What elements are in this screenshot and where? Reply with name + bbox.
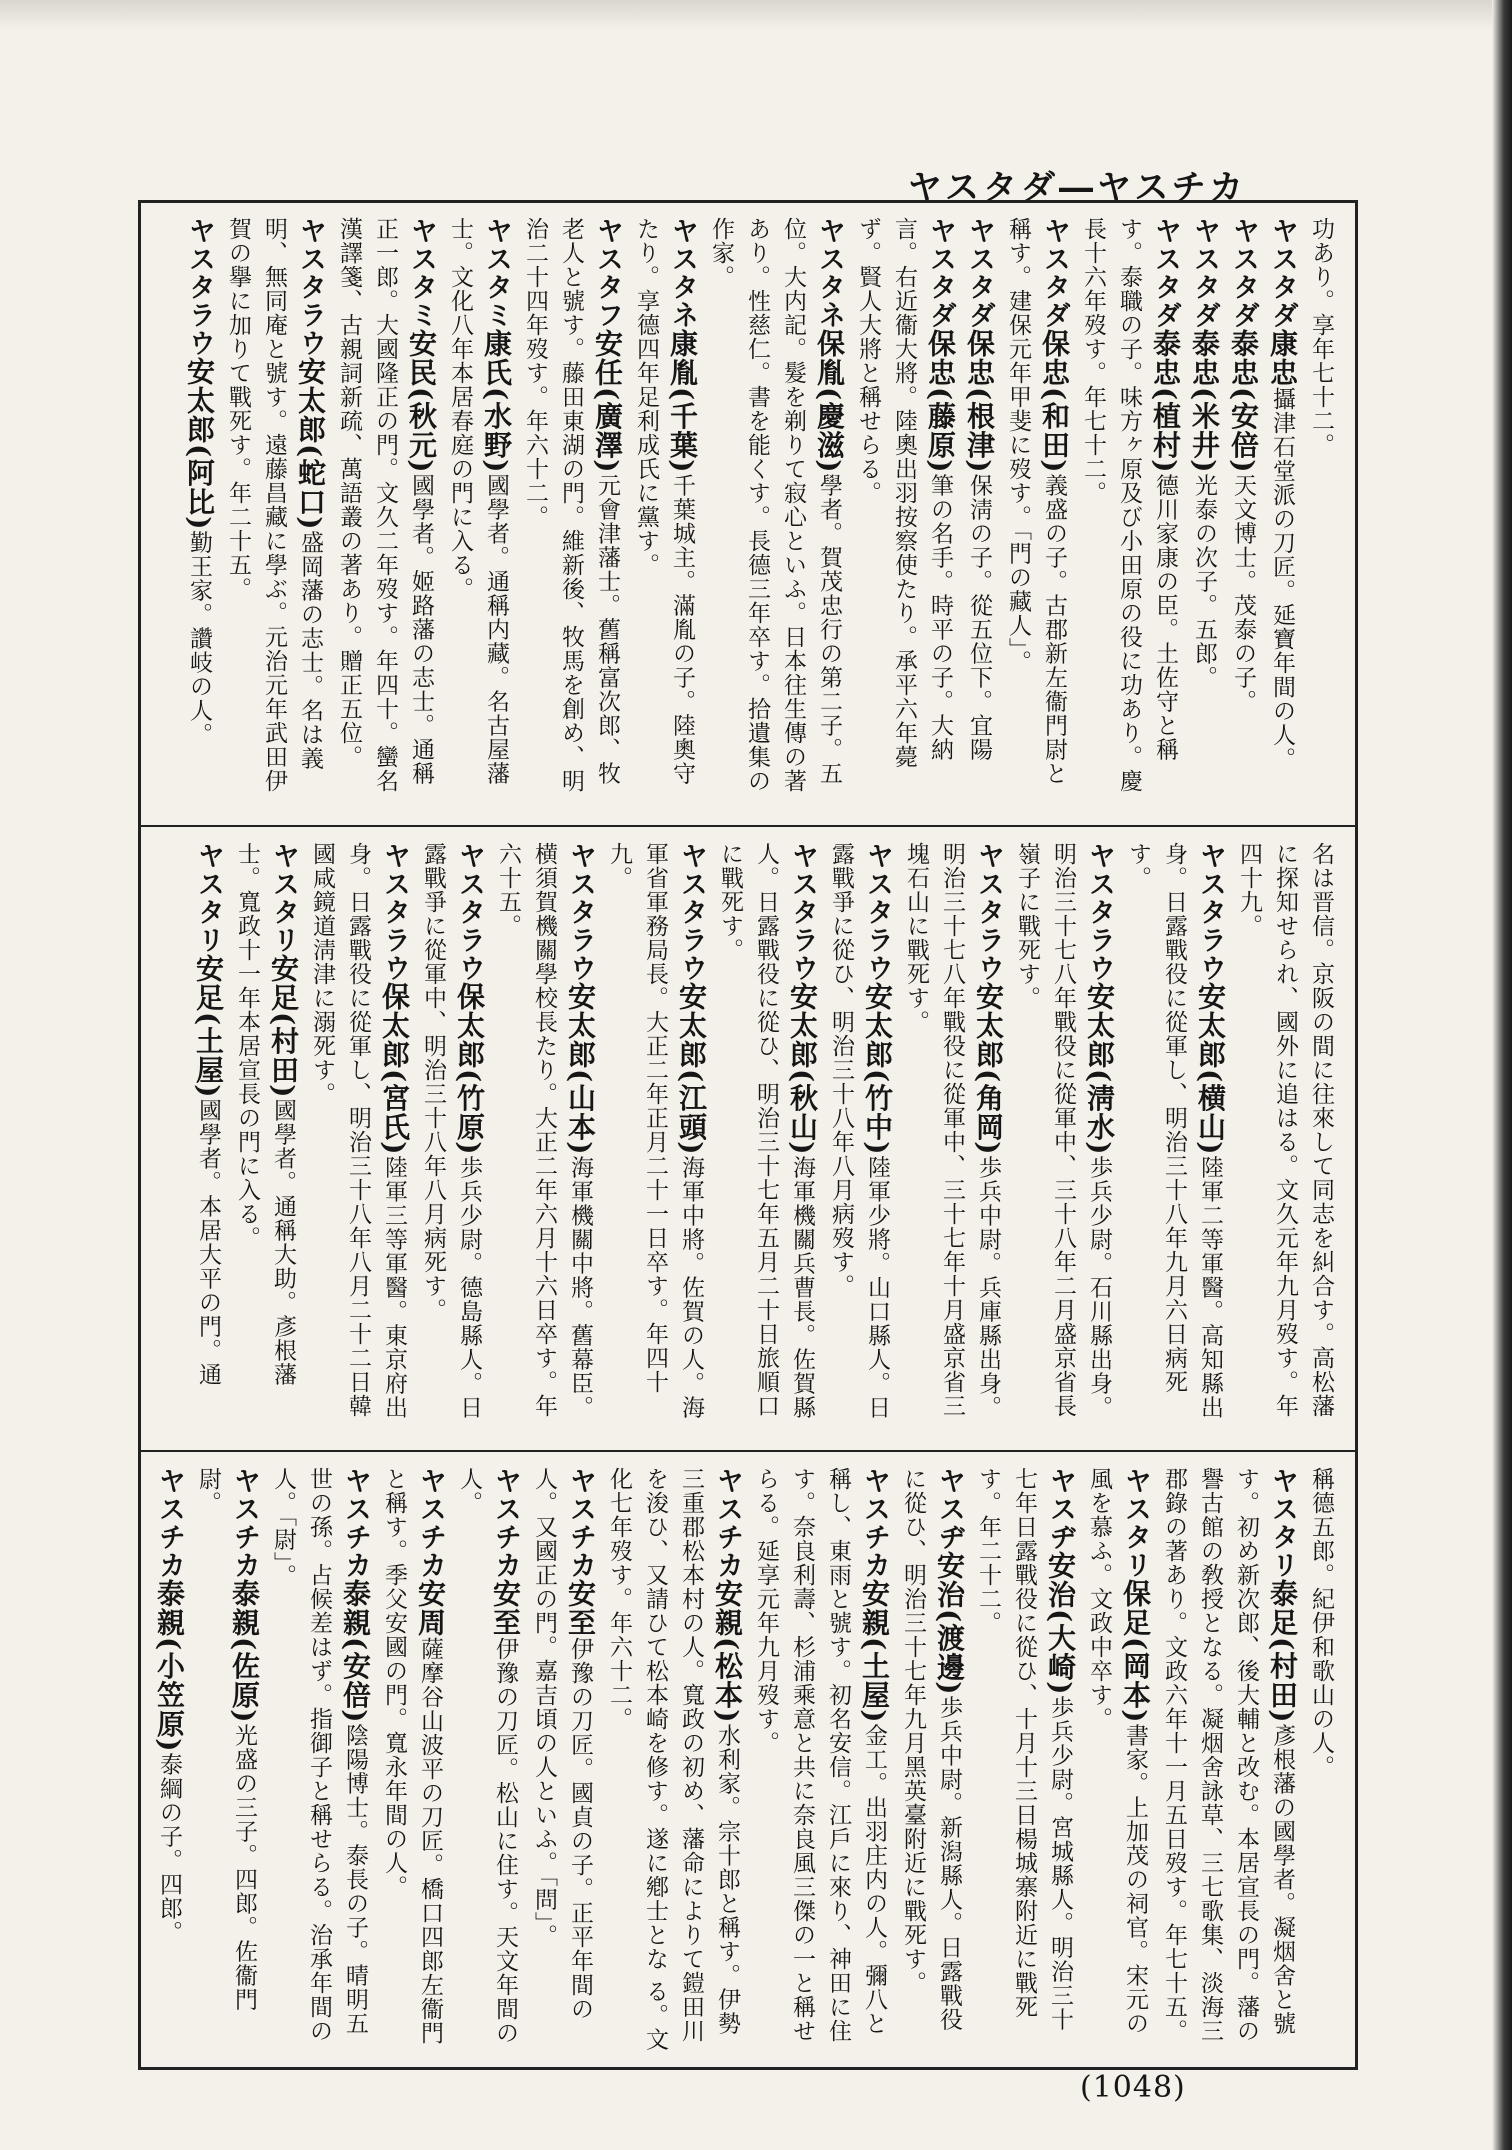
entry-body: 天文博士。茂泰の子。 [1230, 473, 1256, 714]
entry-name: 安親(土屋) [858, 1579, 891, 1724]
entry-body: 海軍機關兵曹長。佐賀縣人。日露戰役に從ひ、明治三十七年五月二十日旅順口に戰死す。 [717, 842, 815, 1420]
entry-name: 安親(松本) [711, 1579, 744, 1724]
dictionary-entry [1000, 217, 1072, 809]
entry-body: 伊豫の刀匠。國貞の子。正平年間の人。又國正の門。嘉吉頃の人といふ。「問」。 [531, 1467, 593, 2021]
entry-name: 安太郎(竹中) [861, 982, 894, 1156]
entry-name: 安治(渡邊) [933, 1551, 966, 1696]
dictionary-entry [1186, 217, 1222, 809]
dictionary-entry [1264, 217, 1300, 809]
entry-name: 泰親(小笠原) [153, 1579, 186, 1753]
dictionary-entry [451, 1467, 523, 2053]
entry-body: 薩摩谷山波平の刀匠。橋口四郎左衞門と稱す。季父安國の門。寬永年間の人。 [381, 1467, 443, 2045]
dictionary-entry [526, 1467, 598, 2053]
dictionary-entry [601, 842, 709, 1434]
entry-body: 伊豫の刀匠。松山に住す。天文年間の人。 [456, 1467, 518, 2045]
entry-body: 名は晋信。京阪の間に往來して同志を糾合す。高松藩に探知せられ、國外に追はる。文久元年九月歿す。年四十九。 [1236, 842, 1334, 1418]
dictionary-entry [628, 217, 700, 809]
entry-name: 安治(大崎) [1044, 1551, 1077, 1696]
entry-headword: ヤスタラウ [787, 842, 818, 982]
entry-headword: ヤスチカ [859, 1467, 890, 1579]
entry-name: 泰忠(植村) [1149, 329, 1182, 474]
entry-body: 攝津石堂派の刀匠。延寶年間の人。 [1269, 387, 1295, 771]
entry-body: 歩兵少尉。石川縣出身。明治三十七八年戰役に從軍中、三十八年二月盛京省長嶺子に戰死す。 [1014, 842, 1112, 1420]
entry-name: 保太郎(竹原) [453, 982, 486, 1156]
dictionary-entry [229, 842, 301, 1434]
entry-headword: ヤスタリ [1120, 1467, 1151, 1579]
entry-name: 安太郎(淸水) [1083, 982, 1116, 1156]
entry-headword: ヤスタフ [592, 217, 623, 329]
entry-headword: ヤスタリ [268, 842, 299, 954]
entry-body: 保淸の子。從五位下。宜陽 [966, 473, 992, 762]
entry-body: 陸軍少將。山口縣人。日露戰爭に從ひ、明治三十八年八月病歿す。 [828, 842, 890, 1420]
entry-headword: ヤスタミ [406, 217, 437, 329]
entry-name: 安周 [414, 1579, 447, 1637]
entry-body: 盛岡藩の志士。名は義明、無同庵と號す。遠藤昌藏に學ぶ。元治元年武田伊賀の擧に加りて戰死す。年二十五。 [225, 217, 323, 793]
dictionary-entry [1225, 217, 1261, 809]
entry-headword: ヤスヂ [1045, 1467, 1076, 1551]
entry-headword: ヤスタミ [481, 217, 512, 329]
dictionary-entry [442, 217, 514, 809]
entry-body: 國學者。通稱内藏。名古屋藩士。文化八年本居春庭の門に入る。 [447, 217, 509, 786]
dictionary-entry [490, 842, 598, 1434]
entry-body: 學者。賀茂忠行の第二子。五位。大内記。髮を剃りて寂心といふ。日本往生傳の著あり。性慈仁。書を能くす。長德三年卒す。拾遺集の作家。 [708, 217, 842, 793]
entry-headword: ヤスタラウ [1084, 842, 1115, 982]
dictionary-entry [898, 842, 1006, 1434]
entry-name: 泰親(佐原) [228, 1579, 261, 1724]
dictionary-entry [850, 217, 958, 809]
entry-body: 國學者。姬路藩の志士。通稱正一郎。大國隆正の門。文久二年歿す。年四十。蠻名漢譯箋、古親詞新疏、萬語叢の著あり。贈正五位。 [336, 217, 434, 793]
entry-headword: ヤスチカ [415, 1467, 446, 1579]
entry-body: 稱德五郎。紀伊和歌山の人。 [1308, 1467, 1334, 1779]
dictionary-entry [1009, 842, 1117, 1434]
entry-headword: ヤスチカ [154, 1467, 185, 1579]
dictionary-entry [220, 217, 328, 809]
entry-body: 書家。上加茂の祠官。宋元の風を慕ふ。文政中卒す。 [1086, 1467, 1148, 2036]
entry-headword: ヤスタリ [1267, 1467, 1298, 1579]
entry-body: 泰綱の子。四郎。 [156, 1752, 182, 1945]
tier-divider [141, 1450, 1355, 1452]
entry-name: 保胤(慶滋) [813, 329, 846, 474]
scan-right-edge [1492, 0, 1512, 2150]
page-frame [138, 200, 1358, 2070]
entry-headword: ヤスチカ [229, 1467, 260, 1579]
entry-headword: ヤスチカ [565, 1467, 596, 1579]
entry-headword: ヤスタラウ [184, 217, 215, 357]
entry-headword: ヤスチカ [490, 1467, 521, 1579]
dictionary-entry [1075, 217, 1183, 809]
dictionary-entry [190, 1467, 262, 2053]
entry-body: 國學者。通稱大助。彥根藩士。寬政十一年本居宣長の門に入る。 [234, 842, 296, 1387]
entry-body: 水利家。宗十郎と稱す。伊勢三重郡松本村の人。寬政の初め、藩命によりて鎧田川を浚ひ、又請ひて松本崎を修す。遂に鄕士とな る。文化七年歿す。年六十二。 [606, 1467, 740, 2052]
entry-headword: ヤスタダ [964, 217, 995, 329]
dictionary-entry [151, 1467, 187, 2053]
entry-body: 海軍中將。佐賀の人。海軍省軍務局長。大正二年正月二十一日卒す。年四十九。 [606, 842, 704, 1420]
entry-body: 筆の名手。時平の子。大納言。右近衞大將。陸奧出羽按察使たり。承平六年薨ず。賢人大將と稱せらる。 [855, 217, 953, 769]
entry-headword: ヤスタラウ [862, 842, 893, 982]
dictionary-entry [823, 842, 895, 1434]
entry-headword: ヤスタリ [193, 842, 224, 954]
entry-name: 安太郎(蛇口) [294, 357, 327, 531]
entry-body: 千葉城主。滿胤の子。陸奧守たり。享德四年足利成氏に黨す。 [633, 217, 695, 786]
dictionary-entry [1120, 842, 1228, 1434]
entry-name: 安太郎(秋山) [786, 982, 819, 1156]
dictionary-entry [181, 217, 217, 809]
entry-name: 保忠(藤原) [924, 329, 957, 474]
entry-name: 安任(廣澤) [591, 329, 624, 474]
entry-body: 歩兵少尉。德島縣人。日露戰爭に從軍中、明治三十八年八月病死す。 [420, 842, 482, 1420]
entry-body: 元會津藩士。舊稱富次郎、牧老人と號す。藤田東湖の門。維新後、牧馬を創め、明治二十四年歿す。年六十二。 [522, 217, 620, 793]
entry-headword: ヤスタラウ [379, 842, 410, 982]
entry-body: 彥根藩の國學者。凝烟舍と號す。初め新次郎、後大輔と改む。本居宣長の門。藩の譽古館の敎授となる。凝烟舍詠草、三七歌集、淡海三郡錄の著あり。文政六年十一月五日歿す。年七十五。 [1161, 1467, 1295, 2043]
entry-headword: ヤスタラウ [973, 842, 1004, 982]
tier-divider [141, 825, 1355, 827]
entry-headword: ヤスタダ [1150, 217, 1181, 329]
entry-name: 安太郎(角岡) [972, 982, 1005, 1156]
dictionary-entry [1081, 1467, 1153, 2053]
entry-name: 保足(岡本) [1119, 1579, 1152, 1724]
entry-body: 歩兵中尉。兵庫縣出身。明治三十七八年戰役に從軍中、三十七年十月盛京省三塊石山に戰死す。 [903, 842, 1001, 1420]
running-head: ヤスタダ―ヤスチカ [907, 168, 1247, 208]
entry-headword: ヤスタラウ [1195, 842, 1226, 982]
entry-body: 金工。出羽庄内の人。彌八と稱し、東雨と號す。初名安信。江戶に來り、神田に住す。奈良利壽、杉浦乘意と共に奈良風三傑の一と稱せらる。延享元年九月歿す。 [753, 1467, 887, 2043]
entry-name: 保忠(根津) [963, 329, 996, 474]
entry-headword: ヤスヂ [934, 1467, 965, 1551]
entry-body: 陸軍二等軍醫。高知縣出身。日露戰役に從軍し、明治三十八年九月六日病死す。 [1125, 842, 1223, 1420]
entry-headword: ヤスタダ [1039, 217, 1070, 329]
entry-name: 安太郎(山本) [564, 982, 597, 1156]
dictionary-entry [265, 1467, 373, 2053]
entry-body: 光泰の次子。五郎。 [1191, 473, 1217, 690]
entry-name: 安太郎(阿比) [183, 357, 216, 531]
dictionary-entry [190, 842, 226, 1434]
dictionary-entry [703, 217, 847, 809]
dictionary-entry [517, 217, 625, 809]
entry-name: 安太郎(横山) [1194, 982, 1227, 1156]
entry-body: 陰陽博士。泰長の子。晴明五世の孫。占候差はず。指御子と稱せらる。治承年間の人。「尉」。 [270, 1467, 368, 2043]
dictionary-entry [895, 1467, 967, 2053]
dictionary-entry [331, 217, 439, 809]
dictionary-entry [1303, 217, 1339, 809]
entry-name: 泰忠(安倍) [1227, 329, 1260, 474]
entry-body: 義盛の子。古郡新左衞門尉と稱す。建保元年甲斐に歿す。「門の藏人」。 [1005, 217, 1067, 786]
dictionary-entry [970, 1467, 1078, 2053]
dictionary-entry [415, 842, 487, 1434]
dictionary-entry [1156, 1467, 1300, 2053]
tier-bottom [141, 1453, 1355, 2067]
entry-name: 泰足(村田) [1266, 1579, 1299, 1724]
entry-name: 安至 [489, 1579, 522, 1637]
entry-body: 光盛の三子。四郎。佐衞門尉。 [195, 1467, 257, 2012]
dictionary-entry [748, 1467, 892, 2053]
entry-name: 泰親(安倍) [339, 1579, 372, 1724]
entry-name: 康氏(水野) [480, 329, 513, 474]
entry-name: 安至 [564, 1579, 597, 1637]
entry-name: 保太郎(宮氏) [378, 982, 411, 1156]
entry-body: 歩兵中尉。新潟縣人。日露戰役に從ひ、明治三十七年九月黑英臺附近に戰死す。 [900, 1467, 962, 2032]
entry-name: 安太郎(江頭) [675, 982, 708, 1156]
entry-body: 歩兵少尉。宮城縣人。明治三十七年日露戰役に從ひ、十月十三日楊城寨附近に戰死す。年二十二。 [975, 1467, 1073, 2032]
entry-body: 海軍機關中將。舊幕臣。横須賀機關學校長たり。大正二年六月十六日卒す。年六十五。 [495, 842, 593, 1420]
entry-name: 康忠 [1266, 329, 1299, 387]
dictionary-entry [1303, 1467, 1339, 2053]
entry-name: 保忠(和田) [1038, 329, 1071, 474]
page-number: (1048) [1080, 2070, 1186, 2105]
tier-middle [141, 828, 1355, 1448]
entry-headword: ヤスチカ [712, 1467, 743, 1579]
entry-name: 安民(秋元) [405, 329, 438, 474]
entry-headword: ヤスタダ [1228, 217, 1259, 329]
entry-body: 功あり。享年七十二。 [1308, 217, 1334, 457]
entry-name: 康胤(千葉) [666, 329, 699, 474]
entry-name: 泰忠(米井) [1188, 329, 1221, 474]
tier-top [141, 203, 1355, 823]
entry-headword: ヤスタネ [814, 217, 845, 329]
entry-name: 安足(村田) [267, 954, 300, 1099]
entry-headword: ヤスタラウ [454, 842, 485, 982]
entry-body: 勤王家。讚岐の人。 [186, 530, 212, 747]
entry-name: 安足(土屋) [192, 954, 225, 1099]
entry-headword: ヤスタラウ [295, 217, 326, 357]
entry-body: 陸軍三等軍醫。東京府出身。日露戰役に從軍し、明治三十八年八月二十二日韓國咸鏡道淸津に溺死す。 [309, 842, 407, 1420]
entry-headword: ヤスタネ [667, 217, 698, 329]
dictionary-entry [376, 1467, 448, 2053]
entry-headword: ヤスタラウ [565, 842, 596, 982]
entry-headword: ヤスタダ [925, 217, 956, 329]
entry-headword: ヤスチカ [340, 1467, 371, 1579]
entry-body: 國學者。本居大平の門。通 [195, 1098, 221, 1387]
scan-top-edge [0, 0, 1512, 30]
dictionary-entry [304, 842, 412, 1434]
dictionary-entry [961, 217, 997, 809]
dictionary-entry [601, 1467, 745, 2053]
dictionary-entry [1231, 842, 1339, 1434]
entry-headword: ヤスタラウ [676, 842, 707, 982]
entry-headword: ヤスタダ [1267, 217, 1298, 329]
entry-body: 德川家康の臣。土佐守と稱す。泰職の子。味方ヶ原及び小田原の役に功あり。慶長十六年歿す。年七十二。 [1080, 217, 1178, 793]
dictionary-entry [712, 842, 820, 1434]
entry-headword: ヤスタダ [1189, 217, 1220, 329]
